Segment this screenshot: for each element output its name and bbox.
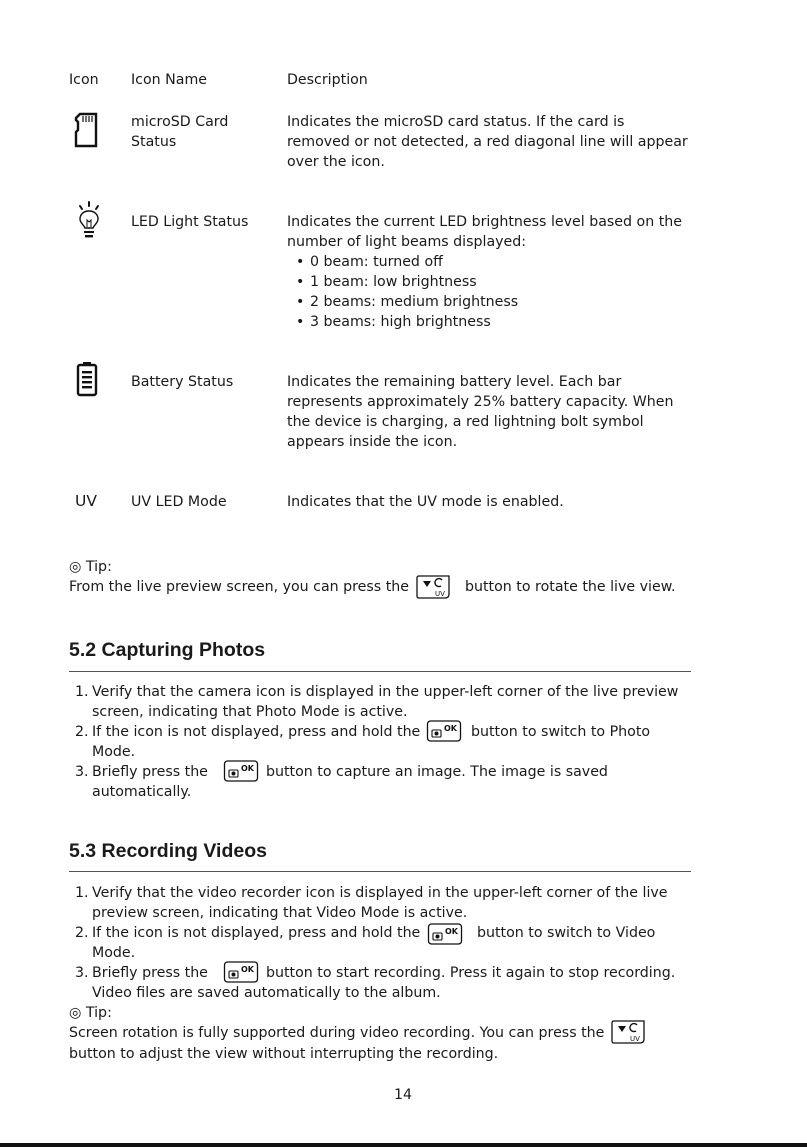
led-bullet: • 3 beams: high brightness xyxy=(296,312,491,332)
ok-glyph: OK xyxy=(445,927,458,936)
section-heading-5-3: 5.3 Recording Videos xyxy=(69,840,267,862)
uv-mode-icon: UV xyxy=(75,492,97,510)
column-header-icon: Icon xyxy=(69,72,99,88)
list-item-text: Briefly press the xyxy=(92,965,208,981)
list-number: 2. xyxy=(75,724,89,740)
ok-button-icon xyxy=(426,720,462,746)
list-item-text: Video files are saved automatically to the album. xyxy=(92,985,441,1001)
list-item-text: button to start recording. Press it again to stop recording. xyxy=(266,965,676,981)
row-desc-battery: Indicates the remaining battery level. Each bar represents approximately 25% battery capacity. When the device is charging, a red lightning bolt symbol appears inside the icon. xyxy=(287,374,674,450)
uv-glyph: UV xyxy=(630,1035,640,1043)
ok-button-icon xyxy=(223,760,259,786)
list-item-text: Mode. xyxy=(92,744,136,760)
list-item-text: Briefly press the xyxy=(92,764,208,780)
column-header-description: Description xyxy=(287,72,368,88)
list-number: 2. xyxy=(75,925,89,941)
uv-glyph: UV xyxy=(435,590,445,598)
led-bullet: • 1 beam: low brightness xyxy=(296,272,477,292)
ok-glyph: OK xyxy=(241,764,254,773)
list-item-text: If the icon is not displayed, press and hold the xyxy=(92,724,421,740)
list-item-text: button to switch to Video xyxy=(477,925,656,941)
tip-text: button to adjust the view without interrupting the recording. xyxy=(69,1046,499,1062)
row-name-battery: Battery Status xyxy=(131,374,234,390)
ok-glyph: OK xyxy=(241,965,254,974)
list-item-text: button to capture an image. The image is saved xyxy=(266,764,608,780)
row-name-uv: UV LED Mode xyxy=(131,494,227,510)
tip-label: ◎ Tip: xyxy=(69,1005,112,1021)
rotate-uv-button-icon xyxy=(415,575,451,603)
column-header-icon-name: Icon Name xyxy=(131,72,208,88)
section-divider xyxy=(69,871,691,872)
list-item-text: Mode. xyxy=(92,945,136,961)
list-item-text: If the icon is not displayed, press and hold the xyxy=(92,925,421,941)
list-item: Verify that the video recorder icon is displayed in the upper-left corner of the live preview screen, indicating that Video Mode is active. xyxy=(92,885,668,921)
row-name-microsd: microSD Card Status xyxy=(131,114,229,150)
led-light-icon xyxy=(76,200,102,246)
tip-text-after: button to rotate the live view. xyxy=(465,579,676,595)
tip-label: ◎ Tip: xyxy=(69,559,112,575)
row-desc-microsd: Indicates the microSD card status. If the card is removed or not detected, a red diagonal line will appear over the icon. xyxy=(287,114,688,170)
list-number: 3. xyxy=(75,965,89,981)
section-divider xyxy=(69,671,691,672)
rotate-uv-button-icon xyxy=(610,1020,646,1048)
ok-button-icon xyxy=(427,923,463,949)
list-number: 1. xyxy=(75,684,89,700)
list-number: 3. xyxy=(75,764,89,780)
section-heading-5-2: 5.2 Capturing Photos xyxy=(69,639,266,661)
row-desc-led: Indicates the current LED brightness level based on the number of light beams displayed: xyxy=(287,214,682,250)
bottom-border xyxy=(0,1143,807,1147)
list-item: Verify that the camera icon is displayed in the upper-left corner of the live preview screen, indicating that Photo Mode is active. xyxy=(92,684,679,720)
led-bullet: • 0 beam: turned off xyxy=(296,252,443,272)
ok-glyph: OK xyxy=(444,724,457,733)
list-number: 1. xyxy=(75,885,89,901)
row-name-led: LED Light Status xyxy=(131,214,249,230)
led-bullet: • 2 beams: medium brightness xyxy=(296,292,518,312)
battery-icon xyxy=(76,361,98,401)
tip-text-before: From the live preview screen, you can press the xyxy=(69,579,409,595)
list-item-text: button to switch to Photo xyxy=(471,724,651,740)
list-item-text: automatically. xyxy=(92,784,192,800)
page-number: 14 xyxy=(394,1087,413,1103)
tip-text: Screen rotation is fully supported during video recording. You can press the xyxy=(69,1025,605,1041)
row-desc-uv: Indicates that the UV mode is enabled. xyxy=(287,494,564,510)
microsd-card-icon xyxy=(73,112,99,152)
